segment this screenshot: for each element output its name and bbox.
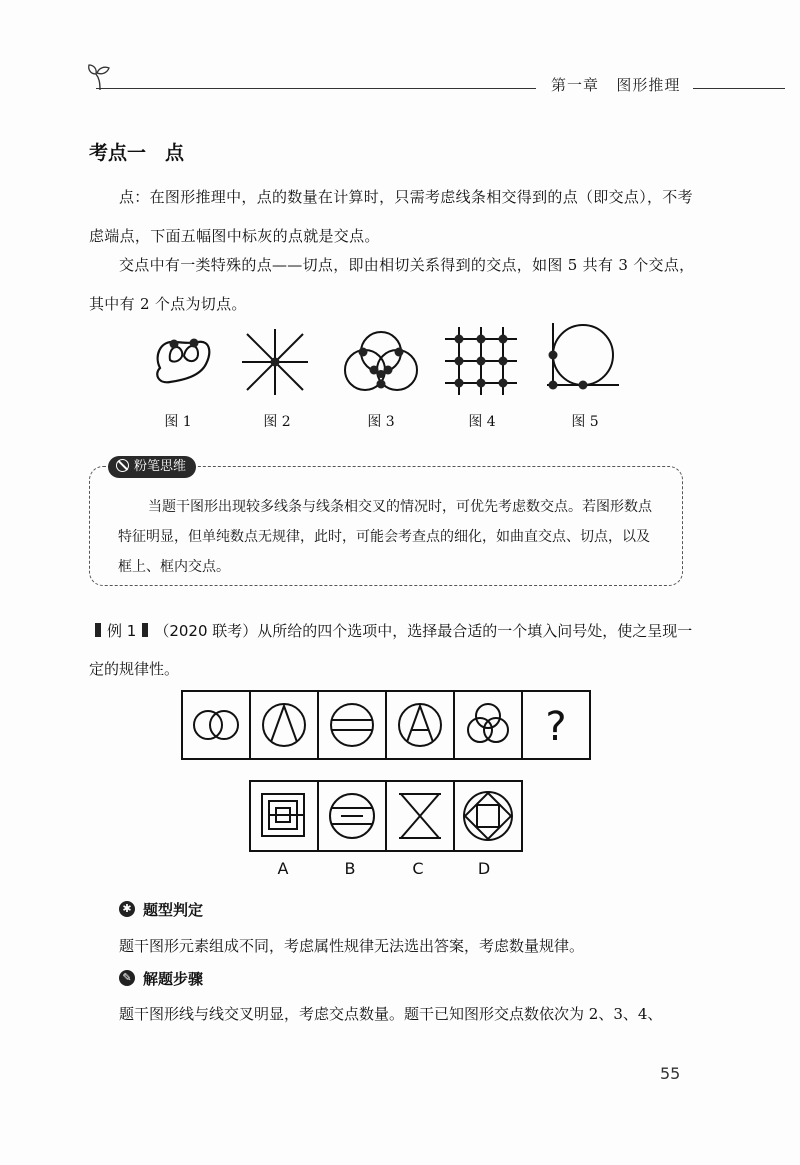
header-chapter bbox=[551, 74, 680, 95]
figure-5-tangent bbox=[541, 321, 621, 393]
tip-badge bbox=[108, 456, 196, 478]
example-prompt bbox=[89, 612, 699, 688]
question-row bbox=[181, 690, 591, 760]
figure-1-loop bbox=[148, 330, 218, 390]
gear-icon: ✱ bbox=[119, 901, 135, 917]
header-rule-left bbox=[96, 88, 536, 89]
figure-3-circles bbox=[341, 324, 421, 398]
question-mark: ? bbox=[545, 704, 567, 750]
example-marker-left bbox=[95, 623, 101, 637]
option-d-label[interactable]: D bbox=[477, 859, 491, 878]
figure-2-star bbox=[240, 327, 310, 397]
tip-text-body: 当题干图形出现较多线条与线条相交叉的情况时，可优先考虑数交点。若图形数点特征明显，但单纯数点无规律，此时，可能会考查点的细化，如曲直交点、切点，以及框上、框内交点。 bbox=[118, 499, 652, 575]
option-a-label[interactable]: A bbox=[277, 859, 289, 878]
figure-3-caption: 图 3 bbox=[367, 414, 395, 430]
figure-2-caption: 图 2 bbox=[263, 414, 291, 430]
section-title: 考点一 点 bbox=[89, 142, 185, 164]
figure-5-caption: 图 5 bbox=[571, 414, 599, 430]
figure-1-caption: 图 1 bbox=[164, 414, 192, 430]
tip-text bbox=[118, 492, 663, 582]
solution-steps-title: 解题步骤 bbox=[143, 970, 204, 988]
figure-4-caption: 图 4 bbox=[468, 414, 496, 430]
no-entry-icon bbox=[116, 459, 129, 472]
header-chapter-title: 图形推理 bbox=[616, 76, 681, 94]
figure-4-grid bbox=[441, 325, 521, 397]
paragraph-tangent-text: 交点中有一类特殊的点——切点，即由相切关系得到的交点，如图 5 共有 3 个交点，其中有 2 个点为切点。 bbox=[89, 256, 695, 313]
header-chapter-label: 第一章 bbox=[551, 76, 600, 94]
example-text: （2020 联考）从所给的四个选项中，选择最合适的一个填入问号处，使之呈现一定的规律性。 bbox=[89, 622, 693, 678]
solution-steps-text: 题干图形线与线交叉明显，考虑交点数量。题干已知图形交点数依次为 2、3、4、 bbox=[119, 1005, 663, 1023]
option-d-figure bbox=[464, 792, 512, 840]
option-c-figure bbox=[399, 794, 441, 838]
type-judgement-heading bbox=[119, 899, 203, 920]
solution-steps-heading bbox=[119, 968, 203, 989]
example-marker-right bbox=[142, 623, 148, 637]
paragraph-tangent bbox=[89, 246, 699, 324]
option-a-figure bbox=[262, 794, 304, 836]
pencil-icon: ✎ bbox=[119, 970, 135, 986]
option-b-figure bbox=[330, 794, 374, 838]
example-label: 例 1 bbox=[107, 622, 137, 640]
option-b-label[interactable]: B bbox=[344, 859, 356, 878]
option-c-label[interactable]: C bbox=[412, 859, 424, 878]
page-number: 55 bbox=[660, 1064, 681, 1083]
options-row bbox=[249, 780, 523, 852]
type-judgement-title: 题型判定 bbox=[143, 901, 204, 919]
tip-badge-label: 粉笔思维 bbox=[134, 459, 187, 474]
paragraph-definition bbox=[89, 178, 699, 256]
paragraph-definition-text: 点：在图形推理中，点的数量在计算时，只需考虑线条相交得到的点（即交点），不考虑端点，下面五幅图中标灰的点就是交点。 bbox=[89, 188, 693, 245]
header-rule-right bbox=[693, 88, 785, 89]
type-judgement-text: 题干图形元素组成不同，考虑属性规律无法选出答案，考虑数量规律。 bbox=[119, 937, 585, 955]
